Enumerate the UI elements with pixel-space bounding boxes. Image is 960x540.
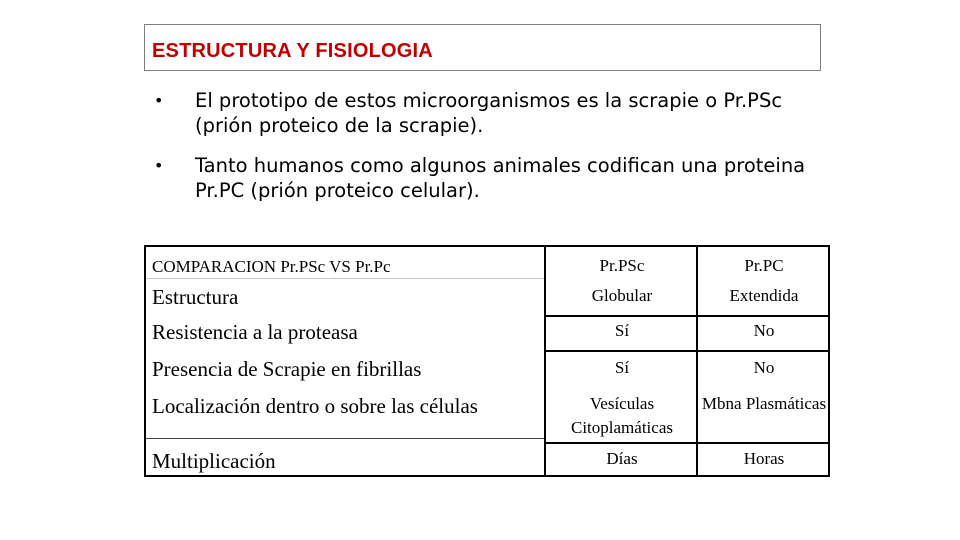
table-header-prpsc: Pr.PSc (599, 256, 645, 275)
bullet-icon: • (154, 156, 164, 175)
table-cell: Días (606, 449, 638, 468)
table-header-comparison: COMPARACION Pr.PSc VS Pr.Pc (152, 257, 391, 276)
row-divider (544, 442, 828, 444)
table-cell: Sí (614, 358, 630, 377)
row-label-presencia: Presencia de Scrapie en fibrillas (152, 357, 422, 381)
row-label-localizacion: Localización dentro o sobre las células (152, 394, 478, 418)
table-header-prpc: Pr.PC (744, 256, 784, 275)
row-divider (146, 438, 544, 439)
row-divider (146, 278, 544, 279)
bullet-list (152, 88, 832, 218)
bullet-text: El prototipo de estos microorganismos es la scrapie o Pr.PSc (prión proteico de la scrapie). (195, 89, 783, 137)
comparison-table (144, 245, 830, 477)
table-cell: Mbna Plasmáticas (701, 394, 827, 413)
row-label-resistencia: Resistencia a la proteasa (152, 320, 358, 344)
table-cell: No (753, 321, 775, 340)
row-divider (544, 350, 828, 352)
bullet-icon: • (154, 91, 164, 110)
bullet-item (152, 88, 832, 138)
row-divider (544, 315, 828, 317)
row-label-multiplicacion: Multiplicación (152, 449, 276, 473)
table-cell: No (753, 358, 775, 377)
table-cell: Horas (743, 449, 785, 468)
table-cell: Globular (591, 286, 653, 305)
table-cell: Vesículas Citoplamáticas (571, 394, 673, 437)
bullet-item (152, 153, 832, 203)
row-label-estructura: Estructura (152, 285, 239, 309)
table-cell: Sí (614, 321, 630, 340)
table-cell: Extendida (729, 286, 799, 305)
title-box (144, 24, 821, 71)
slide-title: ESTRUCTURA Y FISIOLOGIA (152, 40, 433, 62)
bullet-text: Tanto humanos como algunos animales codifican una proteina Pr.PC (prión proteico celular). (195, 154, 806, 202)
